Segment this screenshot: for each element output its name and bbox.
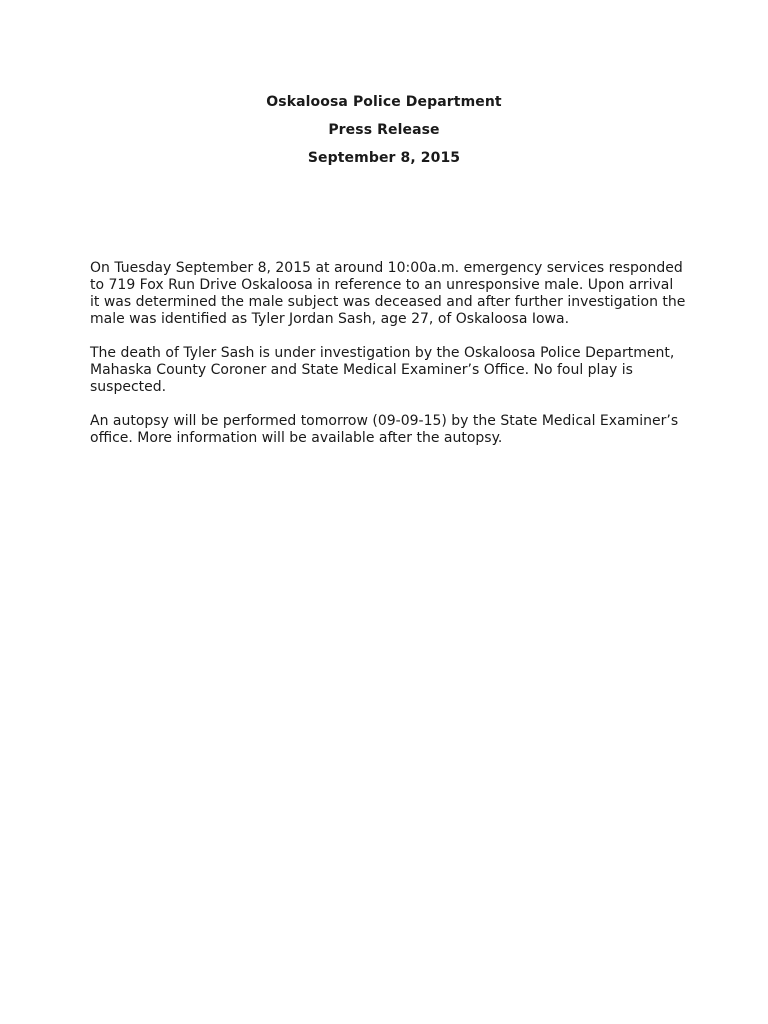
organization-title: Oskaloosa Police Department (266, 94, 502, 110)
paragraph-line: office. More information will be available after the autopsy. (90, 430, 503, 446)
paragraph-line: On Tuesday September 8, 2015 at around 10:00a.m. emergency services responded (90, 260, 683, 276)
paragraph-line: to 719 Fox Run Drive Oskaloosa in reference to an unresponsive male. Upon arrival (90, 277, 674, 293)
document-type: Press Release (328, 122, 440, 138)
paragraph-line: Mahaska County Coroner and State Medical Examiner’s Office. No foul play is (90, 362, 633, 378)
paragraph-line: suspected. (90, 379, 167, 395)
document-header (0, 88, 768, 172)
paragraph-line: it was determined the male subject was deceased and after further investigation the (90, 294, 686, 310)
paragraph-line: An autopsy will be performed tomorrow (09-09-15) by the State Medical Examiner’s (90, 413, 679, 429)
paragraph-autopsy (90, 413, 690, 447)
paragraph-incident (90, 260, 690, 328)
paragraph-line: The death of Tyler Sash is under investigation by the Oskaloosa Police Department, (90, 345, 675, 361)
document-body (90, 260, 690, 464)
document-date: September 8, 2015 (307, 150, 461, 166)
paragraph-investigation (90, 345, 690, 396)
paragraph-line: male was identified as Tyler Jordan Sash, age 27, of Oskaloosa Iowa. (90, 311, 570, 327)
